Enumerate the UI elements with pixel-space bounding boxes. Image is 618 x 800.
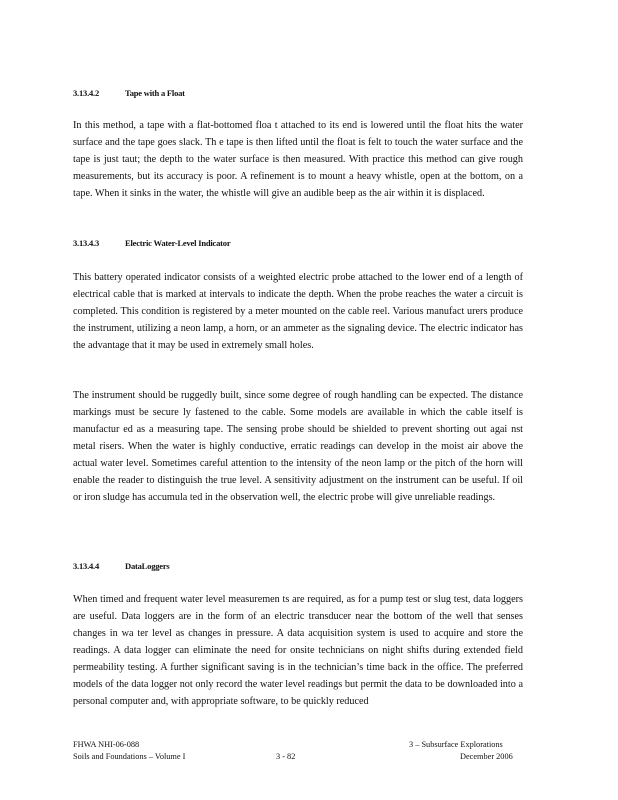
section-number: 3.13.4.4 bbox=[73, 561, 100, 571]
footer-chapter: 3 – Subsurface Explorations bbox=[409, 740, 503, 749]
paragraph-data-loggers bbox=[73, 591, 523, 727]
paragraph-tape-with-float bbox=[73, 117, 523, 202]
footer-date: December 2006 bbox=[460, 752, 513, 761]
section-heading-data-loggers bbox=[73, 561, 170, 571]
section-heading-tape-with-float bbox=[73, 88, 185, 98]
paragraph-text: This battery operated indicator consists of a weighted electric probe attached to the lower end of a length of electrical cable that is marked at intervals to indicate the depth. When the probe reaches the water a circuit is completed. This condition is registered by a meter mounted on the cable reel. Various manufact urers produce the instrument, utilizing a neon lamp, a horn, or an ammeter as the signaling device. The electric indicator has the advantage that it may be used in extremely small holes. bbox=[73, 272, 523, 351]
paragraph-text: In this method, a tape with a flat-bottomed floa t attached to its end is lowered until the float hits the water surface and the tape goes slack. Th e tape is then lifted until the float is felt to touch the water surface and the tape is just taut; the depth to the water surface is then measured. With practice this method can give rough measurements, but its accuracy is poor. A refinement is to mount a heavy whistle, open at the bottom, on a tape. When it sinks in the water, the whistle will give an audible beep as the air within it is displaced. bbox=[73, 120, 523, 199]
paragraph-text: When timed and frequent water level measuremen ts are required, as for a pump test or slug test, data loggers are useful. Data loggers are in the form of an electric transducer near the bottom of the well that senses changes in wa ter level as changes in pressure. A data acquisition system is used to acquire and store the readings. A data logger can eliminate the need for onsite technicians on night shifts during extended field permeability testing. A further significant saving is in the technician’s time back in the office. The preferred models of the data logger not only record the water level readings but permit the data to be downloaded into a personal computer and, with appropriate software, to be quickly reduced bbox=[73, 594, 523, 707]
paragraph-electric-indicator-2 bbox=[73, 387, 523, 506]
section-number: 3.13.4.3 bbox=[73, 238, 100, 248]
footer-doc-id: FHWA NHI-06-088 bbox=[73, 740, 140, 749]
section-title: Tape with a Float bbox=[125, 88, 185, 98]
footer-page-number: 3 - 82 bbox=[276, 752, 296, 761]
section-heading-electric-indicator bbox=[73, 238, 230, 248]
section-title: DataLoggers bbox=[125, 561, 170, 571]
paragraph-text: The instrument should be ruggedly built, since some degree of rough handling can be expected. The distance markings must be secure ly fastened to the cable. Some models are available in which the cable itself is manufactur ed as a measuring tape. The sensing probe should be shielded to prevent shorting out agai nst metal risers. When the water is highly conductive, erratic readings can develop in the moist air above the actual water level. Sometimes careful attention to the intensity of the neon lamp or the pitch of the horn will enable the reader to distinguish the true level. A sensitivity adjustment on the instrument can be useful. If oil or iron sludge has accumula ted in the observation well, the electric probe will give unreliable readings. bbox=[73, 390, 523, 503]
footer-course: Soils and Foundations – Volume I bbox=[73, 752, 186, 761]
section-title: Electric Water-Level Indicator bbox=[125, 238, 231, 248]
paragraph-electric-indicator-1 bbox=[73, 269, 523, 354]
section-number: 3.13.4.2 bbox=[73, 88, 100, 98]
